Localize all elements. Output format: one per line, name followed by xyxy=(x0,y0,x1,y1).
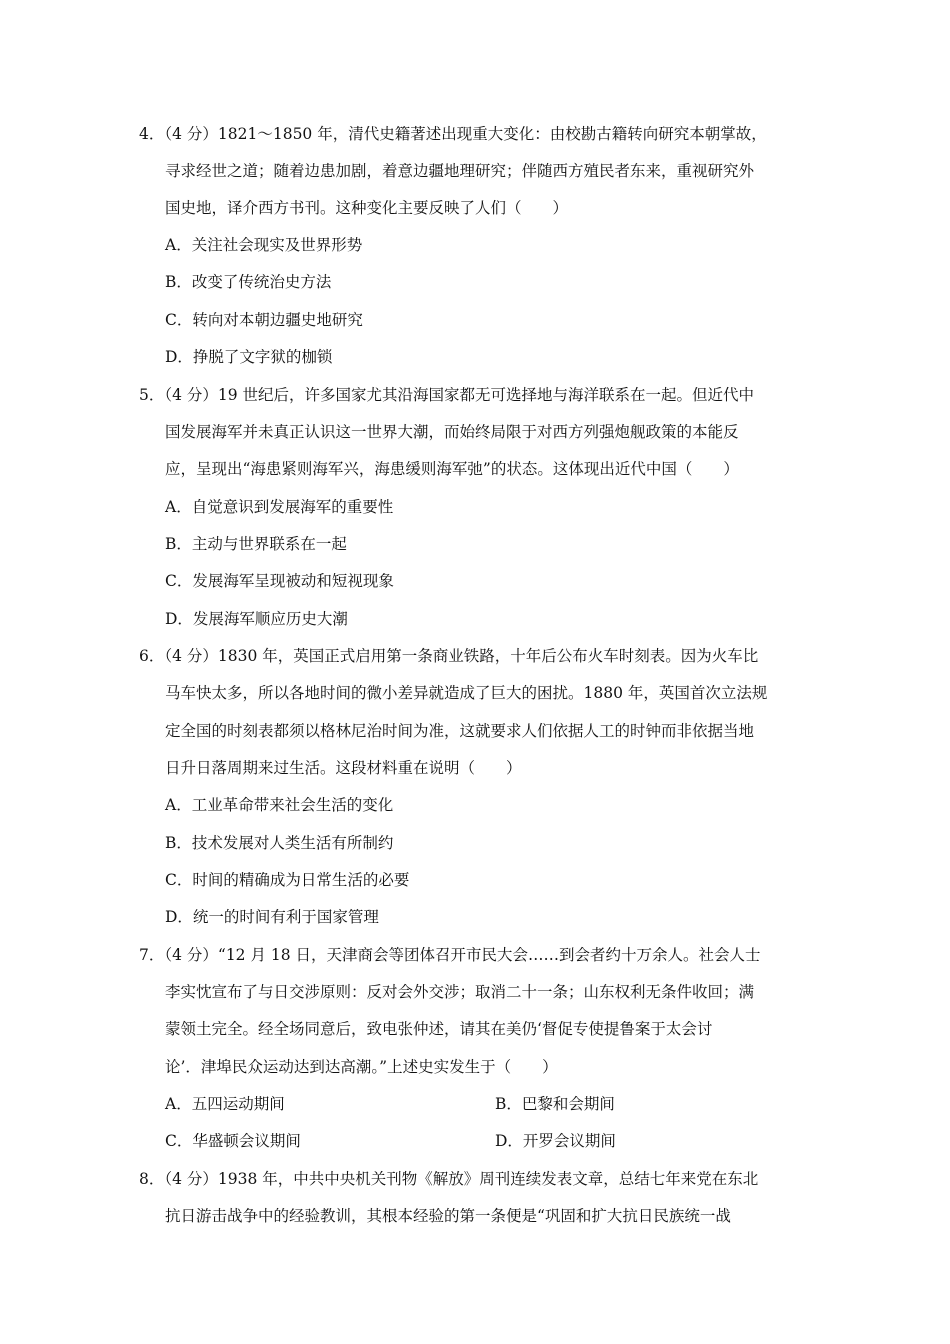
question-7-stem-line-4: 论’．津埠民众运动达到达高潮。”上述史实发生于（ ） xyxy=(165,1058,558,1076)
question-4-stem-line-2: 寻求经世之道；随着边患加剧，着意边疆地理研究；伴随西方殖民者东来，重视研究外 xyxy=(165,162,755,180)
question-4-stem-line-1: 4．（4 分）1821～1850 年，清代史籍著述出现重大变化：由校勘古籍转向研究本朝掌故， xyxy=(139,125,767,143)
question-8-stem-line-1: 8．（4 分）1938 年，中共中央机关刊物《解放》周刊连续发表文章，总结七年来党在东北 xyxy=(139,1170,759,1188)
question-4-option-b: B．改变了传统治史方法 xyxy=(165,273,332,291)
question-6-option-b: B．技术发展对人类生活有所制约 xyxy=(165,834,394,852)
question-5-stem-line-1: 5．（4 分）19 世纪后，许多国家尤其沿海国家都无可选择地与海洋联系在一起。但近代中 xyxy=(139,386,755,404)
question-6-stem-line-1: 6．（4 分）1830 年，英国正式启用第一条商业铁路，十年后公布火车时刻表。因为火车比 xyxy=(139,647,759,665)
question-4-stem-line-3: 国史地，译介西方书刊。这种变化主要反映了人们（ ） xyxy=(165,199,569,217)
question-6-option-c: C．时间的精确成为日常生活的必要 xyxy=(165,871,410,889)
question-6-stem-line-2: 马车快太多，所以各地时间的微小差异就造成了巨大的困扰。1880 年，英国首次立法规 xyxy=(165,684,768,702)
question-7-option-b: B．巴黎和会期间 xyxy=(495,1095,615,1113)
question-7-stem-line-1: 7．（4 分）“12 月 18 日，天津商会等团体召开市民大会……到会者约十万余人。社会人士 xyxy=(139,946,761,964)
question-7-stem-line-3: 蒙领土完全。经全场同意后，致电张仲述，请其在美仍‘督促专使提鲁案于太会讨 xyxy=(165,1020,713,1038)
question-5-stem-line-2: 国发展海军并未真正认识这一世界大潮，而始终局限于对西方列强炮舰政策的本能反 xyxy=(165,423,739,441)
question-7-stem-line-2: 李实忱宣布了与日交涉原则：反对会外交涉；取消二十一条；山东权利无条件收回；满 xyxy=(165,983,755,1001)
question-6-stem-line-4: 日升日落周期来过生活。这段材料重在说明（ ） xyxy=(165,759,522,777)
question-5-option-a: A．自觉意识到发展海军的重要性 xyxy=(165,498,394,516)
question-6-option-d: D．统一的时间有利于国家管理 xyxy=(165,908,379,926)
question-6-option-a: A．工业革命带来社会生活的变化 xyxy=(165,796,394,814)
question-6-stem-line-3: 定全国的时刻表都须以格林尼治时间为准，这就要求人们依据人工的时钟而非依据当地 xyxy=(165,722,755,740)
question-7-option-c: C．华盛顿会议期间 xyxy=(165,1132,301,1150)
question-5-option-d: D．发展海军顺应历史大潮 xyxy=(165,610,348,628)
question-8-stem-line-2: 抗日游击战争中的经验教训，其根本经验的第一条便是“巩固和扩大抗日民族统一战 xyxy=(165,1207,731,1225)
question-7-option-d: D．开罗会议期间 xyxy=(495,1132,616,1150)
question-4-option-a: A．关注社会现实及世界形势 xyxy=(165,236,363,254)
question-5-option-c: C．发展海军呈现被动和短视现象 xyxy=(165,572,394,590)
question-4-option-d: D．挣脱了文字狱的枷锁 xyxy=(165,348,333,366)
question-5-option-b: B．主动与世界联系在一起 xyxy=(165,535,347,553)
question-4-option-c: C．转向对本朝边疆史地研究 xyxy=(165,311,363,329)
question-7-option-a: A．五四运动期间 xyxy=(165,1095,285,1113)
question-5-stem-line-3: 应，呈现出“海患紧则海军兴，海患缓则海军弛”的状态。这体现出近代中国（ ） xyxy=(165,460,739,478)
